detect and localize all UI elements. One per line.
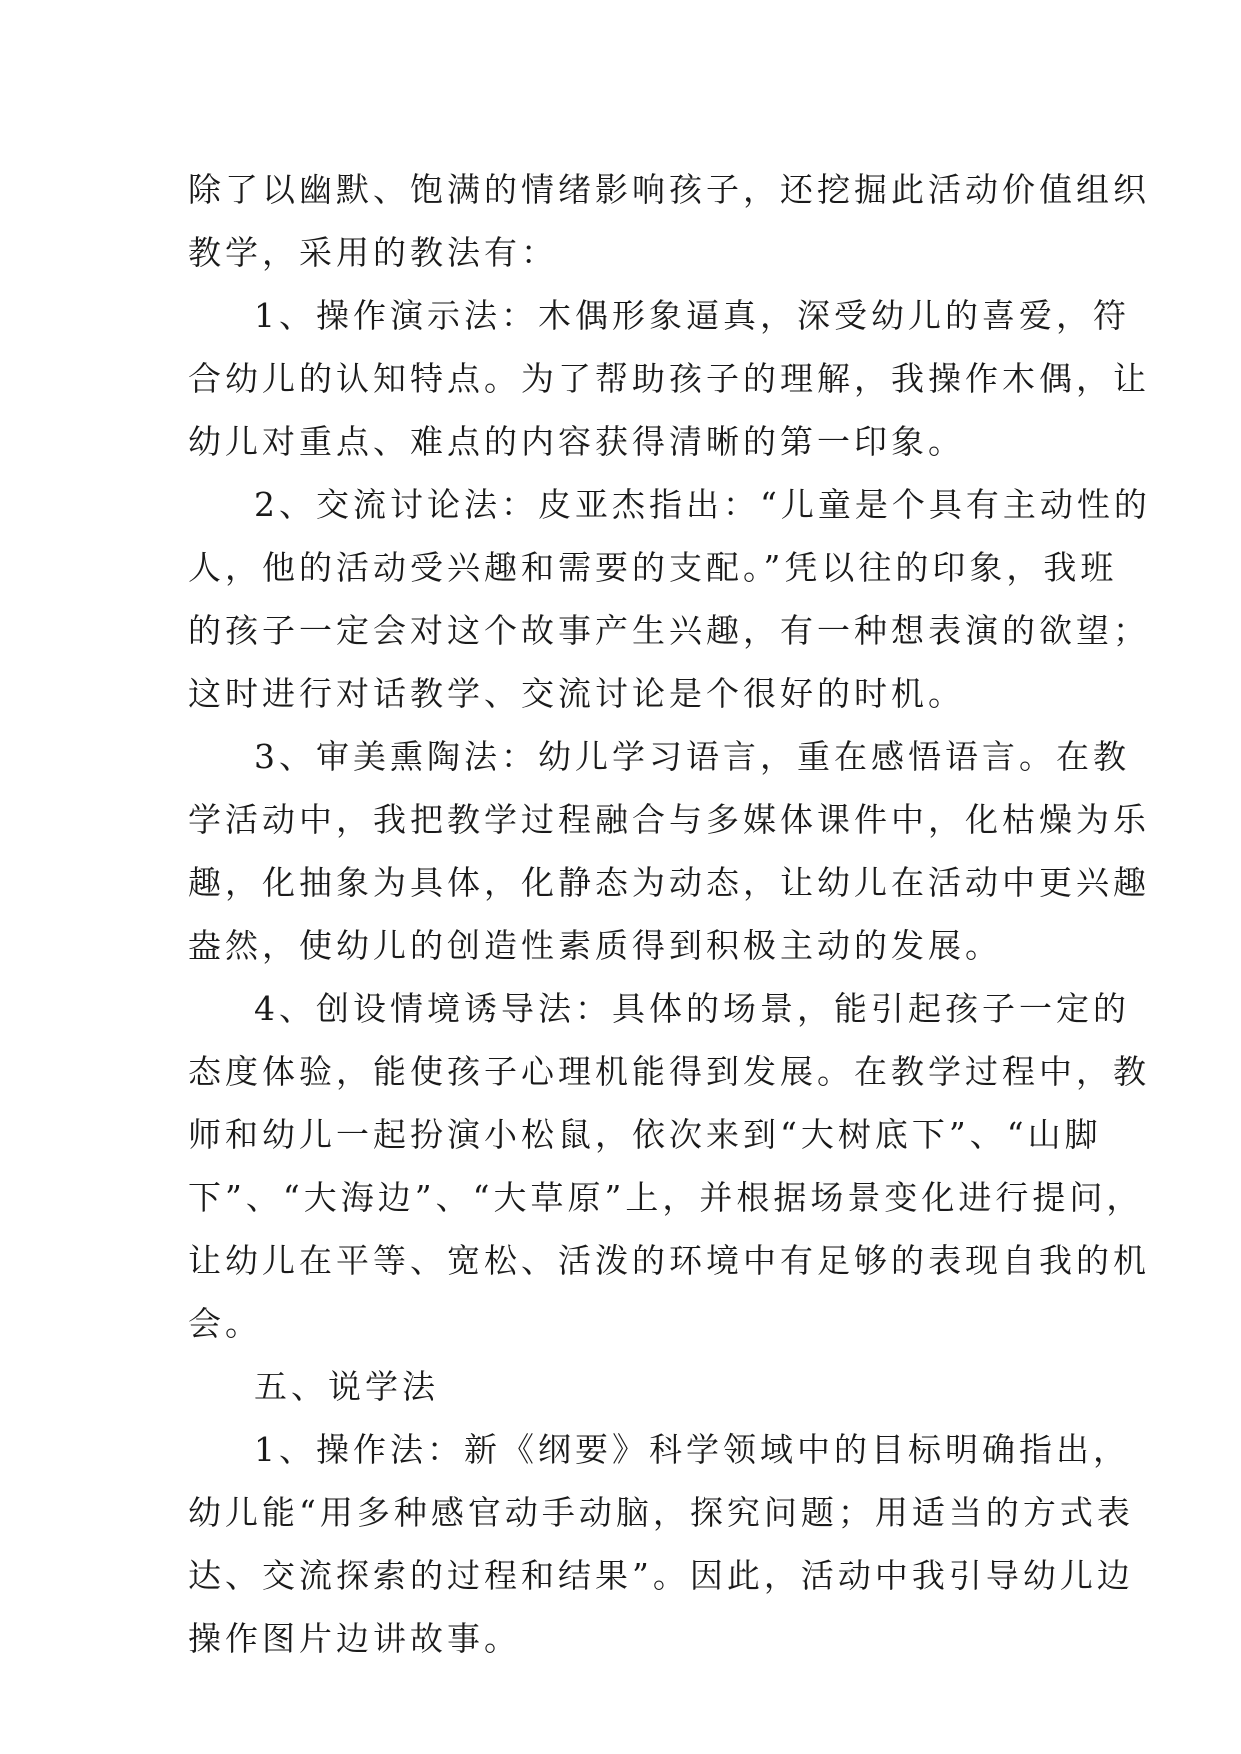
text-line: 这时进行对话教学、交流讨论是个很好的时机。 [188,674,965,713]
section-heading: 五、说学法 [254,1367,439,1406]
text-line: 1、操作法：新《纲要》科学领域中的目标明确指出， [254,1430,1130,1469]
text-line: 人，他的活动受兴趣和需要的支配。”凭以往的印象，我班 [188,548,1118,587]
text-line: 达、交流探索的过程和结果”。因此，活动中我引导幼儿边 [188,1556,1134,1595]
text-line: 幼儿能“用多种感官动手动脑，探究问题；用适当的方式表 [188,1493,1134,1532]
text-line: 师和幼儿一起扮演小松鼠，依次来到“大树底下”、“山脚 [188,1115,1102,1154]
text-line: 1、操作演示法：木偶形象逼真，深受幼儿的喜爱，符 [254,296,1130,335]
text-line: 学活动中，我把教学过程融合与多媒体课件中，化枯燥为乐 [188,800,1150,839]
text-line: 趣，化抽象为具体，化静态为动态，让幼儿在活动中更兴趣 [188,863,1150,902]
document-body [188,158,1151,1670]
text-line: 合幼儿的认知特点。为了帮助孩子的理解，我操作木偶，让 [188,359,1150,398]
text-line: 的孩子一定会对这个故事产生兴趣，有一种想表演的欲望； [188,611,1150,650]
text-line: 会。 [188,1304,262,1343]
text-line: 操作图片边讲故事。 [188,1619,521,1658]
text-line: 3、审美熏陶法：幼儿学习语言，重在感悟语言。在教 [254,737,1130,776]
text-line: 除了以幽默、饱满的情绪影响孩子，还挖掘此活动价值组织 [188,170,1150,209]
text-line: 4、创设情境诱导法：具体的场景，能引起孩子一定的 [254,989,1130,1028]
text-line: 教学，采用的教法有： [188,233,558,272]
text-line: 让幼儿在平等、宽松、活泼的环境中有足够的表现自我的机 [188,1241,1150,1280]
text-line: 2、交流讨论法：皮亚杰指出：“儿童是个具有主动性的 [254,485,1151,524]
text-line: 盎然，使幼儿的创造性素质得到积极主动的发展。 [188,926,1002,965]
text-line: 态度体验，能使孩子心理机能得到发展。在教学过程中，教 [188,1052,1150,1091]
text-line: 幼儿对重点、难点的内容获得清晰的第一印象。 [188,422,965,461]
text-line: 下”、“大海边”、“大草原”上，并根据场景变化进行提问， [188,1178,1144,1217]
